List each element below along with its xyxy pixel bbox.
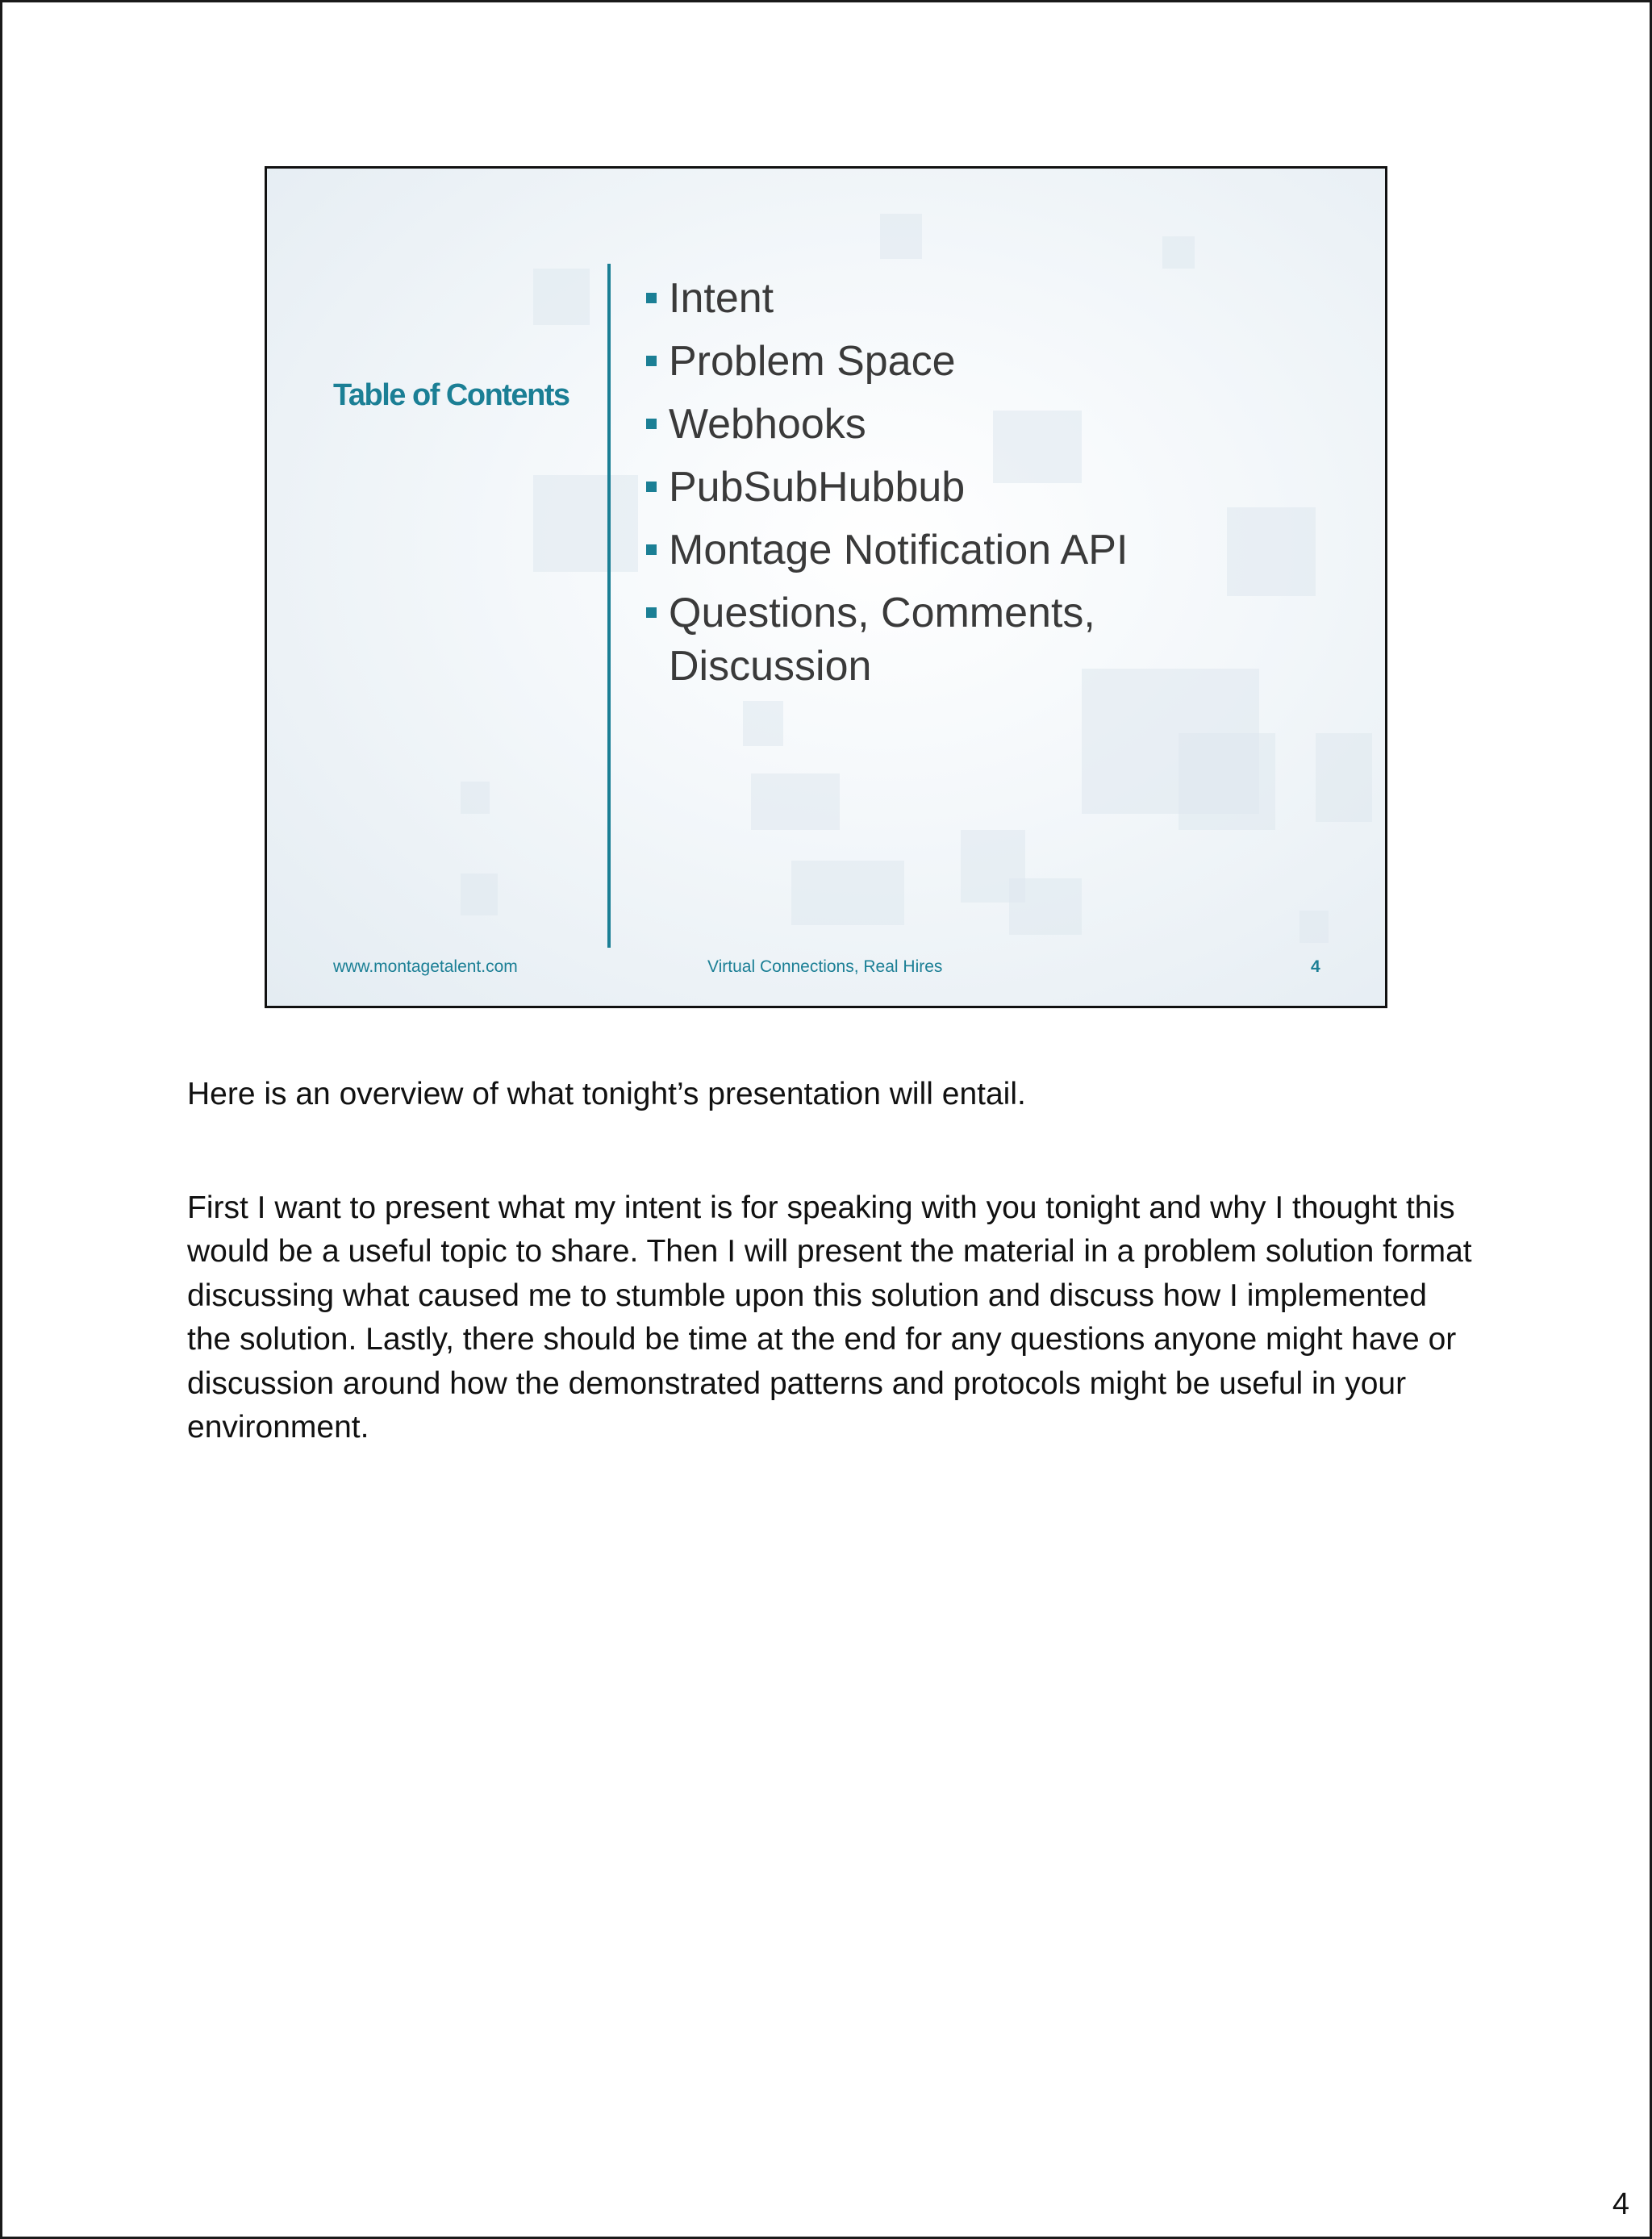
toc-item xyxy=(646,586,1153,693)
decorative-square xyxy=(880,214,922,259)
toc-item xyxy=(646,272,1324,325)
decorative-square xyxy=(791,861,904,925)
square-bullet-icon xyxy=(646,607,657,618)
slide-number: 4 xyxy=(1311,957,1320,976)
square-bullet-icon xyxy=(646,419,657,429)
decorative-square xyxy=(1316,733,1372,822)
notes-paragraph: Here is an overview of what tonight’s presentation will entail. xyxy=(187,1077,1026,1111)
toc-item-label: PubSubHubbub xyxy=(669,464,966,511)
speaker-notes xyxy=(187,1073,1478,1450)
toc-item xyxy=(646,335,1324,388)
slide-thumbnail xyxy=(265,166,1387,1008)
decorative-square xyxy=(751,773,840,830)
footer-url: www.montagetalent.com xyxy=(333,957,518,976)
toc-list xyxy=(646,272,1324,703)
decorative-square xyxy=(743,701,783,746)
toc-item xyxy=(646,461,1324,514)
page-number: 4 xyxy=(1612,2187,1629,2221)
decorative-square xyxy=(1009,878,1082,935)
vertical-divider xyxy=(607,264,611,948)
decorative-square xyxy=(461,782,490,814)
decorative-square xyxy=(533,475,638,572)
decorative-square xyxy=(1179,733,1275,830)
decorative-square xyxy=(533,269,590,325)
square-bullet-icon xyxy=(646,293,657,303)
decorative-square xyxy=(461,874,498,915)
slide-title: Table of Contents xyxy=(333,378,569,412)
square-bullet-icon xyxy=(646,544,657,555)
decorative-square xyxy=(1299,911,1329,943)
footer-tagline: Virtual Connections, Real Hires xyxy=(707,957,943,976)
toc-item-label: Problem Space xyxy=(669,338,956,385)
decorative-square xyxy=(1162,236,1195,269)
square-bullet-icon xyxy=(646,356,657,366)
toc-item xyxy=(646,398,1324,451)
toc-item-label: Webhooks xyxy=(669,401,866,448)
square-bullet-icon xyxy=(646,482,657,492)
toc-item-label: Montage Notification API xyxy=(669,527,1128,573)
toc-item-label: Questions, Comments, Discussion xyxy=(669,590,1095,690)
toc-item-label: Intent xyxy=(669,275,774,322)
toc-item xyxy=(646,523,1324,577)
notes-paragraph: First I want to present what my intent is for speaking with you tonight and why I thought this would be a useful topic to share. Then I will present the material in a problem solution format discussing what caused me to stumble upon this solution and discuss how I implemented the solution. Lastly, there should be time at the end for any questions anyone might have or discussion around how the demonstrated patterns and protocols might be useful in your environment. xyxy=(187,1190,1472,1445)
